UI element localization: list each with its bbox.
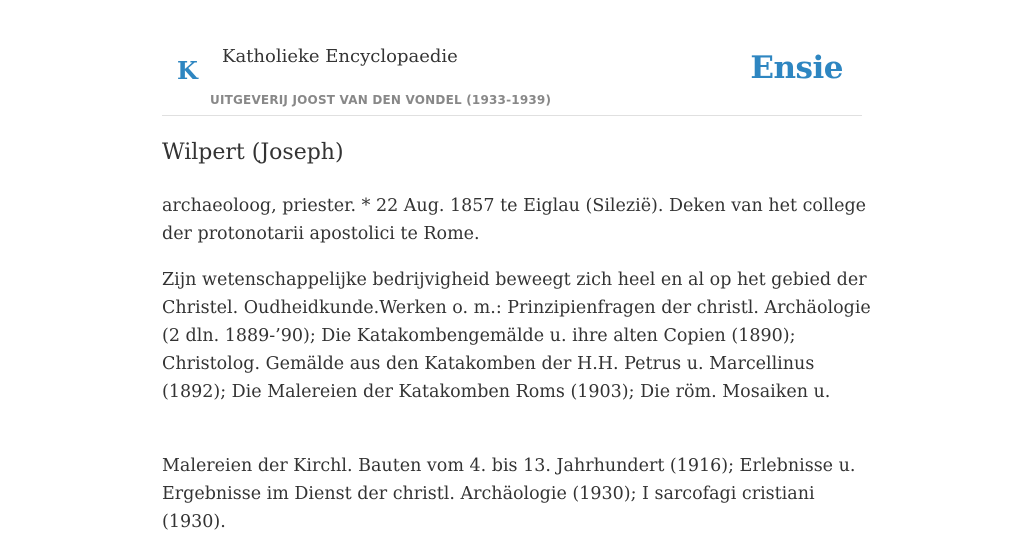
entry-paragraph: Malereien der Kirchl. Bauten vom 4. bis 13. Jahrhundert (1916); Erlebnisse u. Ergebnisse im Dienst der christl. Archäologie (1930); I sarcofagi cristiani (1930). bbox=[162, 456, 856, 532]
entry-title: Wilpert (Joseph) bbox=[162, 140, 344, 165]
encyclopedia-logo[interactable]: K bbox=[177, 56, 198, 85]
encyclopedia-title[interactable]: Katholieke Encyclopaedie bbox=[222, 46, 458, 67]
entry-paragraph: Zijn wetenschappelijke bedrijvigheid beweegt zich heel en al op het gebied der Christel. Oudheidkunde.Werken o. m.: Prinzipienfragen der christl. Archäologie (2 dln. 1889-’90); Die Katakombengemälde u. ihre alten Copien (1890); Christolog. Gemälde aus den Katakomben der H.H. Petrus u. Marcellinus (1892); Die Malereien der Katakomben Roms (1903); Die röm. Mosaiken u. bbox=[162, 270, 871, 402]
site-header bbox=[162, 30, 862, 116]
entry-paragraph: archaeoloog, priester. * 22 Aug. 1857 te Eiglau (Silezië). Deken van het college der protonotarii apostolici te Rome. bbox=[162, 196, 867, 244]
entry-body bbox=[162, 192, 872, 554]
ensie-brand-logo[interactable]: Ensie bbox=[750, 50, 843, 86]
publisher-subtitle: UITGEVERIJ JOOST VAN DEN VONDEL (1933-1939) bbox=[210, 93, 552, 107]
paragraph-spacer bbox=[162, 424, 872, 452]
